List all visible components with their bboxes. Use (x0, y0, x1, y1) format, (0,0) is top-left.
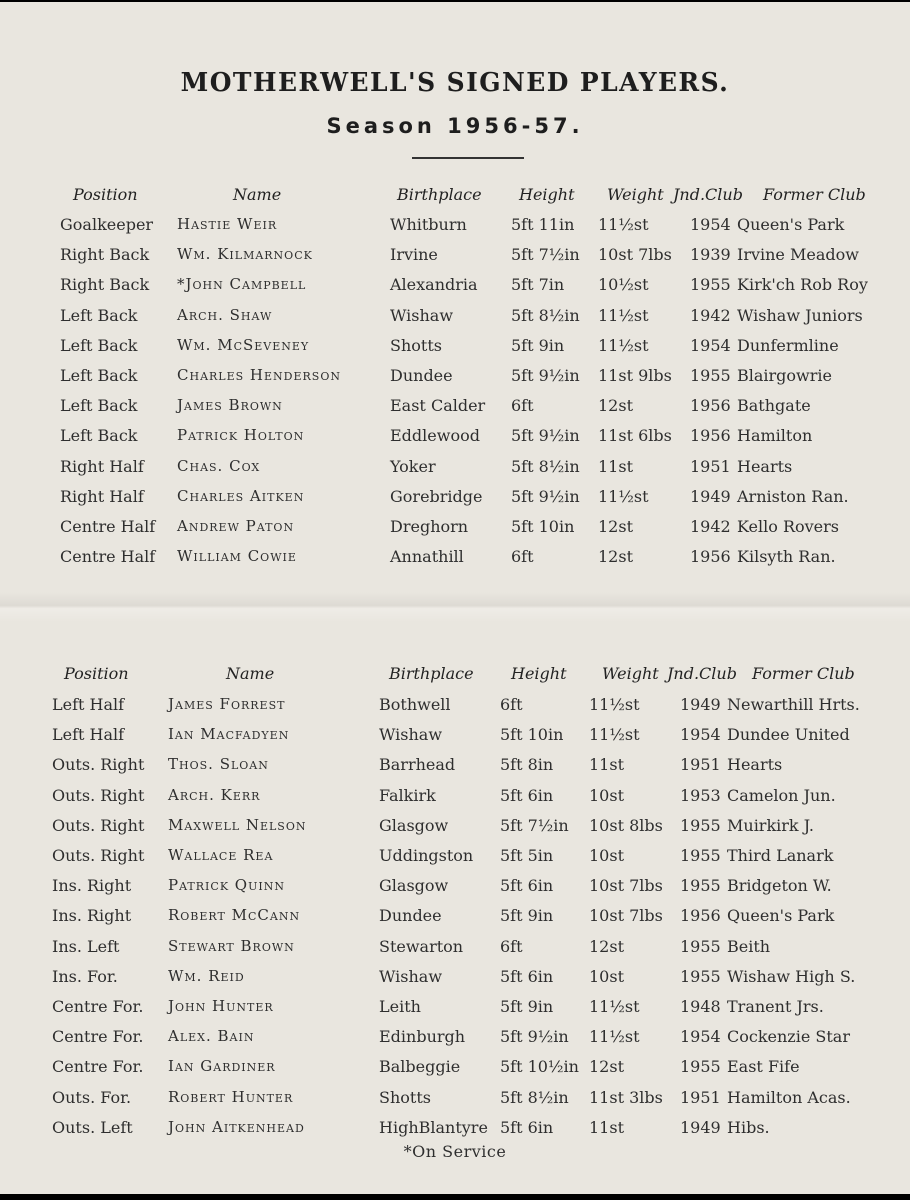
player-former-club: Hibs. (727, 1117, 770, 1137)
player-height: 5ft 6in (500, 785, 554, 805)
table-row (0, 517, 910, 543)
player-height: 5ft 8in (500, 755, 554, 775)
player-weight: 10st 7lbs (589, 906, 663, 926)
player-weight: 11½st (589, 695, 640, 714)
footnote: *On Service (403, 1142, 507, 1161)
player-weight: 11½st (598, 215, 649, 234)
player-joined-year: 1955 (690, 275, 731, 295)
player-former-club: Muirkirk J. (727, 815, 814, 835)
player-former-club: Cockenzie Star (727, 1027, 850, 1047)
player-former-club: Hamilton (737, 426, 813, 446)
player-birthplace: Dreghorn (390, 517, 469, 536)
player-position: Centre For. (52, 997, 144, 1016)
player-height: 6ft (500, 936, 523, 956)
player-position: Ins. For. (52, 966, 118, 986)
player-weight: 11½st (589, 997, 640, 1016)
table-row (0, 1027, 910, 1053)
player-weight: 12st (598, 517, 633, 536)
player-former-club: Hearts (737, 456, 793, 476)
player-birthplace: Irvine (390, 245, 438, 265)
player-position: Outs. Right (52, 815, 145, 835)
player-birthplace: Balbeggie (379, 1057, 461, 1077)
table-header-top (0, 185, 910, 211)
player-joined-year: 1951 (680, 1087, 721, 1107)
player-weight: 11st (589, 755, 624, 775)
player-joined-year: 1942 (690, 305, 731, 325)
player-name: Charles Aitken (177, 486, 305, 505)
player-birthplace: Glasgow (379, 815, 449, 835)
player-height: 5ft 9½in (511, 486, 580, 506)
header-name: Name (226, 664, 275, 683)
player-weight: 12st (598, 396, 633, 416)
player-height: 5ft 9½in (511, 366, 580, 385)
player-position: Centre Half (60, 547, 156, 567)
header-former-club: Former Club (763, 185, 866, 204)
player-weight: 11st 3lbs (589, 1087, 663, 1107)
player-joined-year: 1954 (690, 215, 731, 234)
player-birthplace: Alexandria (390, 275, 478, 295)
table-row (0, 487, 910, 513)
player-weight: 10st 8lbs (589, 815, 663, 835)
table-row (0, 245, 910, 271)
player-name: Wm. Kilmarnock (177, 245, 313, 264)
player-height: 5ft 9in (511, 335, 565, 355)
player-weight: 12st (589, 1057, 624, 1077)
player-former-club: Arniston Ran. (737, 486, 849, 506)
player-weight: 12st (589, 936, 624, 956)
table-row (0, 876, 910, 902)
player-birthplace: Wishaw (390, 305, 454, 325)
table-row (0, 725, 910, 751)
player-birthplace: Wishaw (379, 725, 443, 745)
page-title: MOTHERWELL'S SIGNED PLAYERS. (180, 68, 730, 98)
player-name: Arch. Shaw (177, 305, 273, 324)
header-weight: Weight (607, 185, 664, 204)
player-joined-year: 1956 (680, 906, 721, 926)
player-name: Patrick Quinn (168, 876, 285, 895)
header-height: Height (519, 185, 575, 204)
player-joined-year: 1953 (680, 785, 721, 805)
title-rule (412, 157, 524, 159)
header-name: Name (233, 185, 282, 204)
player-height: 5ft 8½in (500, 1087, 569, 1107)
table-row (0, 846, 910, 872)
player-birthplace: Uddingston (379, 846, 474, 865)
table-row (0, 306, 910, 332)
header-joined: Jnd.Club (667, 664, 737, 683)
player-position: Outs. Right (52, 785, 145, 805)
player-former-club: Blairgowrie (737, 366, 832, 385)
player-name: *John Campbell (177, 275, 307, 294)
player-position: Centre Half (60, 517, 156, 536)
table-row (0, 366, 910, 392)
player-birthplace: East Calder (390, 396, 486, 416)
table-row (0, 695, 910, 721)
player-former-club: Wishaw High S. (727, 966, 856, 986)
player-joined-year: 1949 (680, 1117, 721, 1137)
programme-page (0, 2, 910, 1194)
player-name: Andrew Paton (177, 517, 295, 535)
player-height: 5ft 5in (500, 846, 554, 865)
player-birthplace: Annathill (390, 547, 464, 567)
player-birthplace: Glasgow (379, 876, 449, 896)
player-birthplace: Yoker (390, 456, 436, 476)
player-height: 5ft 6in (500, 876, 554, 896)
player-height: 5ft 9in (500, 906, 554, 926)
player-joined-year: 1954 (690, 335, 731, 355)
player-name: Hastie Weir (177, 215, 278, 233)
header-height: Height (511, 664, 567, 683)
player-name: William Cowie (177, 547, 297, 566)
player-name: Chas. Cox (177, 456, 261, 475)
player-joined-year: 1949 (680, 695, 721, 714)
player-weight: 10½st (598, 275, 649, 295)
player-weight: 11½st (589, 725, 640, 745)
player-joined-year: 1955 (680, 966, 721, 986)
player-name: Charles Henderson (177, 366, 341, 384)
player-birthplace: Eddlewood (390, 426, 480, 446)
player-weight: 11½st (589, 1027, 640, 1047)
player-height: 5ft 10in (511, 517, 575, 536)
page-fold (0, 592, 910, 622)
player-former-club: Wishaw Juniors (737, 305, 863, 325)
player-birthplace: Stewarton (379, 936, 464, 956)
player-weight: 10st 7lbs (589, 876, 663, 896)
player-former-club: Irvine Meadow (737, 245, 859, 265)
player-former-club: Queen's Park (737, 215, 845, 234)
player-former-club: Tranent Jrs. (727, 997, 824, 1016)
table-row (0, 457, 910, 483)
player-position: Centre For. (52, 1057, 144, 1077)
player-joined-year: 1942 (690, 517, 731, 536)
player-joined-year: 1954 (680, 1027, 721, 1047)
player-birthplace: Dundee (379, 906, 442, 926)
table-row (0, 336, 910, 362)
player-joined-year: 1955 (680, 1057, 721, 1077)
player-weight: 11½st (598, 305, 649, 325)
player-height: 5ft 10½in (500, 1057, 579, 1077)
player-position: Ins. Right (52, 906, 132, 926)
player-former-club: Bridgeton W. (727, 876, 832, 896)
player-former-club: Dunfermline (737, 335, 839, 355)
player-joined-year: 1955 (680, 936, 721, 956)
player-name: Wallace Rea (168, 846, 274, 864)
header-joined: Jnd.Club (673, 185, 743, 204)
player-former-club: Kirk'ch Rob Roy (737, 275, 868, 295)
player-former-club: Newarthill Hrts. (727, 695, 860, 714)
player-position: Left Back (60, 396, 138, 416)
player-weight: 10st (589, 846, 624, 865)
player-joined-year: 1956 (690, 426, 731, 446)
player-former-club: Kello Rovers (737, 517, 839, 536)
player-joined-year: 1955 (680, 876, 721, 896)
player-position: Right Back (60, 245, 150, 265)
player-name: John Hunter (168, 997, 274, 1015)
player-position: Outs. Right (52, 755, 145, 775)
table-row (0, 906, 910, 932)
player-former-club: Queen's Park (727, 906, 835, 926)
player-height: 5ft 6in (500, 966, 554, 986)
player-position: Right Half (60, 456, 144, 476)
header-birthplace: Birthplace (389, 664, 474, 683)
player-weight: 11½st (598, 335, 649, 355)
player-height: 6ft (511, 547, 534, 567)
player-former-club: Kilsyth Ran. (737, 547, 836, 567)
player-former-club: Beith (727, 936, 771, 956)
table-row (0, 816, 910, 842)
player-position: Left Back (60, 335, 138, 355)
player-position: Right Back (60, 275, 150, 295)
header-former-club: Former Club (752, 664, 855, 683)
player-joined-year: 1956 (690, 547, 731, 567)
player-height: 5ft 8½in (511, 456, 580, 476)
player-joined-year: 1955 (680, 846, 721, 865)
player-name: Stewart Brown (168, 936, 295, 955)
player-position: Outs. Right (52, 846, 145, 865)
table-row (0, 997, 910, 1023)
player-birthplace: Whitburn (390, 215, 467, 234)
header-birthplace: Birthplace (397, 185, 482, 204)
player-position: Left Half (52, 695, 125, 714)
player-name: Robert Hunter (168, 1087, 294, 1106)
player-position: Ins. Left (52, 936, 120, 956)
season-subtitle: Season 1956-57. (326, 114, 584, 138)
player-height: 5ft 11in (511, 215, 575, 234)
player-birthplace: Barrhead (379, 755, 456, 775)
player-weight: 10st 7lbs (598, 245, 672, 265)
player-joined-year: 1948 (680, 997, 721, 1016)
table-row (0, 1057, 910, 1083)
player-birthplace: HighBlantyre (379, 1117, 488, 1137)
player-name: Robert McCann (168, 906, 301, 925)
player-name: Maxwell Nelson (168, 815, 307, 834)
player-weight: 11st (589, 1117, 624, 1137)
player-name: John Aitkenhead (168, 1117, 305, 1136)
player-weight: 10st (589, 785, 624, 805)
player-name: James Forrest (168, 695, 286, 713)
player-former-club: Dundee United (727, 725, 850, 745)
player-height: 6ft (511, 396, 534, 416)
player-position: Left Back (60, 426, 138, 446)
player-joined-year: 1939 (690, 245, 731, 265)
player-position: Left Half (52, 725, 125, 745)
table-row (0, 937, 910, 963)
table-row (0, 1118, 910, 1144)
player-name: Patrick Holton (177, 426, 305, 445)
player-height: 5ft 9½in (511, 426, 580, 446)
player-position: Ins. Right (52, 876, 132, 896)
player-name: Alex. Bain (168, 1027, 255, 1046)
player-birthplace: Gorebridge (390, 486, 483, 506)
player-former-club: Third Lanark (727, 846, 834, 865)
table-row (0, 755, 910, 781)
player-joined-year: 1951 (680, 755, 721, 775)
player-name: Ian Macfadyen (168, 725, 290, 744)
player-former-club: Hearts (727, 755, 783, 775)
player-name: Ian Gardiner (168, 1057, 276, 1076)
header-position: Position (64, 664, 129, 683)
table-row (0, 426, 910, 452)
player-name: Thos. Sloan (168, 755, 269, 774)
player-weight: 12st (598, 547, 633, 567)
table-row (0, 1088, 910, 1114)
player-height: 6ft (500, 695, 523, 714)
player-birthplace: Shotts (379, 1087, 431, 1107)
player-former-club: East Fife (727, 1057, 800, 1077)
player-height: 5ft 10in (500, 725, 564, 745)
player-joined-year: 1956 (690, 396, 731, 416)
player-birthplace: Edinburgh (379, 1027, 466, 1047)
player-birthplace: Leith (379, 997, 421, 1016)
player-height: 5ft 7in (511, 275, 565, 295)
player-height: 5ft 9in (500, 997, 554, 1016)
header-weight: Weight (602, 664, 659, 683)
table-row (0, 967, 910, 993)
player-weight: 11st 9lbs (598, 366, 672, 385)
player-weight: 10st (589, 966, 624, 986)
player-former-club: Hamilton Acas. (727, 1087, 851, 1107)
player-former-club: Bathgate (737, 396, 811, 416)
table-row (0, 215, 910, 241)
player-height: 5ft 8½in (511, 305, 580, 325)
player-joined-year: 1954 (680, 725, 721, 745)
player-joined-year: 1949 (690, 486, 731, 506)
player-height: 5ft 6in (500, 1117, 554, 1137)
player-position: Outs. For. (52, 1087, 132, 1107)
player-former-club: Camelon Jun. (727, 785, 836, 805)
player-height: 5ft 9½in (500, 1027, 569, 1047)
player-position: Right Half (60, 486, 144, 506)
player-position: Centre For. (52, 1027, 144, 1047)
player-height: 5ft 7½in (500, 815, 569, 835)
player-birthplace: Shotts (390, 335, 442, 355)
player-birthplace: Falkirk (379, 785, 436, 805)
player-height: 5ft 7½in (511, 245, 580, 265)
player-joined-year: 1955 (690, 366, 731, 385)
player-position: Goalkeeper (60, 215, 154, 234)
table-header-bottom (0, 664, 910, 690)
player-joined-year: 1951 (690, 456, 731, 476)
table-row (0, 786, 910, 812)
player-name: Wm. Reid (168, 966, 245, 985)
player-name: James Brown (177, 396, 283, 415)
player-weight: 11st (598, 456, 633, 476)
player-position: Left Back (60, 366, 138, 385)
player-birthplace: Wishaw (379, 966, 443, 986)
player-name: Wm. McSeveney (177, 335, 310, 354)
player-position: Outs. Left (52, 1117, 133, 1137)
table-row (0, 396, 910, 422)
player-weight: 11½st (598, 486, 649, 506)
table-row (0, 275, 910, 301)
player-position: Left Back (60, 305, 138, 325)
player-birthplace: Dundee (390, 366, 453, 385)
player-weight: 11st 6lbs (598, 426, 672, 446)
player-joined-year: 1955 (680, 815, 721, 835)
header-position: Position (73, 185, 138, 204)
table-row (0, 547, 910, 573)
player-name: Arch. Kerr (168, 785, 261, 804)
player-birthplace: Bothwell (379, 695, 451, 714)
